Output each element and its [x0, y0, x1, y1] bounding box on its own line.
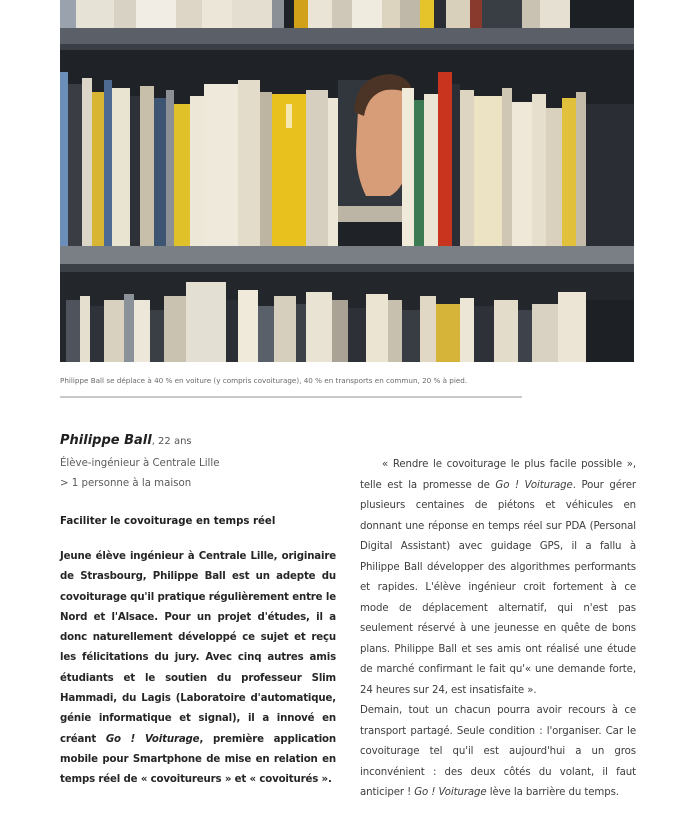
- body-text: . Pour gérer plusieurs centaines de piétons et véhicules en donnant une réponse en temps réel sur PDA (Personal Digital Assistant) avec guidage GPS, il a fallu à Philippe Ball développer des algorithmes performants et rapides. L'élève ingénieur croit fortement à ce mode de déplacement alternatif, qui n'est pas seulement réservé à une jeunesse en quête de bons plans. Philippe Ball et ses amis ont réalisé une étude de marché confirmant le fait qu'« une demande forte, 24 heures sur 24, est insatisfaite ».: [360, 479, 637, 696]
- body-text: lève la barrière du temps.: [486, 787, 619, 798]
- brand-name: Go ! Voiturage: [414, 787, 487, 798]
- body-paragraph-2: [360, 701, 636, 804]
- article-subheading: Faciliter le covoiturage en temps réel: [60, 516, 276, 527]
- caption-divider: [60, 396, 522, 398]
- top-shelf-books: [60, 0, 634, 28]
- bottom-shelf-books: [60, 272, 634, 362]
- lead-text-end: , première application mobile pour Smartphone de mise en relation en temps réel de « covoitureurs » et « covoiturés ».: [60, 733, 337, 786]
- body-paragraph-1: [360, 455, 636, 701]
- left-column: [60, 431, 336, 791]
- person-age: , 22 ans: [151, 436, 192, 447]
- brand-name: Go ! Voiturage: [495, 479, 573, 491]
- body-text: Demain, tout un chacun pourra avoir recours à ce transport partagé. Seule condition : l'organiser. Car le covoiturage tel qu'il est aujourd'hui a un gros inconvénient : des deux côtés du volant, il faut anticiper !: [360, 705, 636, 798]
- article-photo: [60, 0, 634, 362]
- brand-name: Go ! Voiturage: [105, 733, 200, 745]
- right-column: [360, 455, 636, 804]
- article-lead: [60, 547, 336, 791]
- household-size: > 1 personne à la maison: [60, 478, 192, 489]
- lead-text: Jeune élève ingénieur à Centrale Lille, originaire de Strasbourg, Philippe Ball est un adepte du covoiturage qu'il pratique régulièrement entre le Nord et l'Alsace. Pour un projet d'études, il a donc naturellement développé ce sujet et reçu les félicitations du jury. Avec cinq autres amis étudiants et le soutien du professeur Slim Hammadi, du Lagis (Laboratoire d'automatique, génie informatique et signal), il a innové en créant: [60, 551, 336, 745]
- profile-heading: [60, 431, 336, 452]
- library-shelf-illustration: [60, 0, 634, 362]
- person-role: Élève-ingénieur à Centrale Lille: [60, 458, 220, 469]
- body-text: « Rendre le covoiturage le plus facile possible », telle est la promesse de: [360, 459, 636, 491]
- photo-caption: Philippe Ball se déplace à 40 % en voiture (y compris covoiturage), 40 % en transports en commun, 20 % à pied.: [60, 376, 468, 385]
- person-name: Philippe Ball: [60, 433, 152, 448]
